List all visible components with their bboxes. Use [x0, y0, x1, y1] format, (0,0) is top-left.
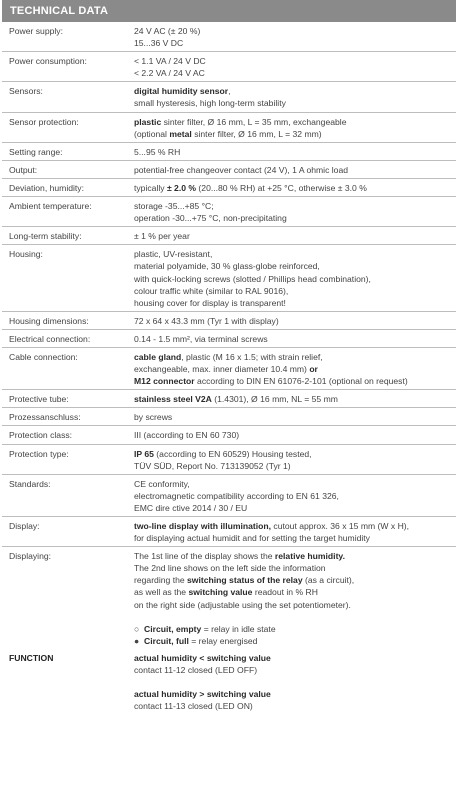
spec-value: [134, 112, 456, 142]
value-text: sinter filter, Ø 16 mm, L = 32 mm): [191, 128, 322, 139]
value-emphasis: plastic: [134, 116, 162, 127]
filled-circle-icon: ●: [134, 635, 140, 646]
value-text: regarding the: [134, 575, 188, 586]
value-text: sinter filter, Ø 16 mm, L = 35 mm, exchangeable: [161, 116, 347, 127]
spec-row: [2, 408, 456, 426]
spec-label: Displaying:: [9, 551, 52, 562]
value-text: = relay in idle state: [201, 623, 276, 634]
spec-label: Setting range:: [9, 146, 63, 157]
spec-value-line: [134, 351, 456, 363]
value-text: 0.14 - 1.5 mm², via terminal screws: [134, 333, 268, 344]
value-text: EMC dire ctive 2014 / 30 / EU: [134, 502, 248, 513]
spec-value-line: [134, 285, 456, 297]
spec-value: [134, 474, 456, 516]
spec-value-line: [134, 623, 456, 635]
spec-label: Electrical connection:: [9, 333, 91, 344]
spec-row: [2, 160, 456, 178]
value-text: storage -35...+85 °C;: [134, 201, 214, 212]
value-emphasis: actual humidity > switching value: [134, 689, 271, 700]
spec-label: Prozessanschluss:: [9, 412, 81, 423]
spec-value: [134, 52, 456, 82]
value-text: ,: [228, 86, 231, 97]
spec-row: [2, 142, 456, 160]
value-emphasis: ± 2.0 %: [166, 182, 197, 193]
spec-value-line: [134, 212, 456, 224]
value-text: (optional: [134, 128, 170, 139]
spec-row: [2, 444, 456, 474]
spec-label: Long-term stability:: [9, 231, 82, 242]
value-text: (according to EN 60529) Housing tested,: [153, 448, 312, 459]
spec-value: [134, 142, 456, 160]
spec-value: [134, 408, 456, 426]
value-emphasis: Circuit, full: [144, 635, 189, 646]
value-emphasis: Circuit, empty: [144, 623, 202, 634]
value-emphasis: M12 connector: [134, 376, 195, 387]
value-text: potential-free changeover contact (24 V), 1 A ohmic load: [134, 164, 349, 175]
spec-label: Output:: [9, 164, 38, 175]
value-text: with quick-locking screws (slotted / Phillips head combination),: [134, 273, 371, 284]
spec-table: [2, 22, 456, 714]
spec-value-line: [134, 448, 456, 460]
spec-row: [2, 52, 456, 82]
spec-label: FUNCTION: [9, 652, 54, 663]
value-text: material polyamide, 30 % glass-globe reinforced,: [134, 261, 320, 272]
spec-label: Sensor protection:: [9, 116, 79, 127]
value-emphasis: actual humidity < switching value: [134, 652, 271, 663]
value-text: = relay energised: [188, 635, 258, 646]
value-emphasis: digital humidity sensor: [134, 86, 229, 97]
value-emphasis: cable gland: [134, 351, 182, 362]
spec-row: [2, 245, 456, 311]
spec-label: Protection class:: [9, 430, 73, 441]
spec-row: [2, 22, 456, 52]
spec-value: [134, 347, 456, 389]
value-text: for displaying actual humidit and for setting the target humidity: [134, 533, 370, 544]
spec-value: [134, 245, 456, 311]
value-text: small hysteresis, high long-term stability: [134, 98, 286, 109]
spec-row: [2, 311, 456, 329]
spec-value-line: [134, 635, 456, 647]
spec-label: Standards:: [9, 478, 51, 489]
spec-value-line: [134, 85, 456, 97]
spec-value: [134, 390, 456, 408]
spec-row: [2, 112, 456, 142]
value-text: cutout approx. 36 x 15 mm (W x H),: [271, 521, 410, 531]
spec-value-line: [134, 164, 456, 176]
value-text: exchangeable, max. inner diameter 10.4 mm): [134, 364, 310, 375]
spec-value-line: [134, 375, 456, 387]
value-text: (1.4301), Ø 16 mm, NL = 55 mm: [211, 394, 338, 405]
spec-row: [2, 329, 456, 347]
value-text: 72 x 64 x 43.3 mm (Tyr 1 with display): [134, 315, 279, 326]
spec-row: [2, 227, 456, 245]
spec-label: Housing:: [9, 249, 43, 260]
spec-value: [134, 517, 456, 547]
value-emphasis: or: [309, 364, 318, 375]
spec-value-line: [134, 490, 456, 502]
spec-value-line: [134, 652, 456, 664]
spec-value-line: [134, 248, 456, 260]
spec-value-line: [134, 260, 456, 272]
value-text: TÜV SÜD, Report No. 713139052 (Tyr 1): [134, 460, 291, 471]
spec-value-line: [134, 586, 456, 598]
spec-value-line: [134, 429, 456, 441]
spec-value-line: [134, 273, 456, 285]
empty-circle-icon: ○: [134, 623, 140, 634]
spec-value-line: [134, 550, 456, 562]
spec-value-line: [134, 676, 456, 688]
value-text: according to DIN EN 61076-2-101 (optional on request): [194, 376, 408, 387]
spec-value-line: [134, 116, 456, 128]
spec-row: [2, 347, 456, 389]
value-text: ± 1 % per year: [134, 231, 190, 242]
spec-value-line: [134, 67, 456, 79]
value-text: colour traffic white (similar to RAL 9016),: [134, 285, 289, 296]
spec-value-line: [134, 478, 456, 490]
spec-value-line: [134, 700, 456, 712]
value-emphasis: switching status of the relay: [187, 575, 303, 586]
section-header: TECHNICAL DATA: [2, 0, 456, 22]
value-emphasis: metal: [169, 128, 192, 139]
value-text: contact 11-13 closed (LED ON): [134, 701, 253, 712]
spec-value: [134, 160, 456, 178]
spec-label: Ambient temperature:: [9, 201, 92, 212]
value-emphasis: switching value: [188, 587, 253, 598]
value-text: typically: [134, 182, 167, 193]
spec-value-line: [134, 562, 456, 574]
spec-value-line: [134, 315, 456, 327]
spec-value-line: [134, 55, 456, 67]
spec-value-line: [134, 664, 456, 676]
spec-value-line: [134, 363, 456, 375]
spec-row: [2, 426, 456, 444]
spec-value-line: [134, 574, 456, 586]
value-text: < 1.1 VA / 24 V DC: [134, 56, 206, 67]
spec-value: [134, 227, 456, 245]
value-emphasis: stainless steel V2A: [134, 394, 212, 405]
spec-value: [134, 178, 456, 196]
value-text: CE conformity,: [134, 478, 190, 489]
spec-value: [134, 547, 456, 649]
value-text: 5...95 % RH: [134, 146, 181, 157]
spec-value: [134, 82, 456, 112]
value-text: (as a circuit),: [302, 575, 355, 586]
value-text: electromagnetic compatibility according to EN 61 326,: [134, 490, 339, 501]
spec-row: [2, 547, 456, 649]
spec-value-line: [134, 520, 456, 532]
spec-label: Housing dimensions:: [9, 315, 89, 326]
spec-value-line: [134, 25, 456, 37]
spec-row: [2, 178, 456, 196]
value-text: The 2nd line shows on the left side the information: [134, 563, 326, 574]
spec-value-line: [134, 460, 456, 472]
spec-label: Power supply:: [9, 26, 63, 36]
spec-label: Power consumption:: [9, 56, 87, 67]
value-text: contact 11-12 closed (LED OFF): [134, 665, 258, 676]
spec-label: Deviation, humidity:: [9, 182, 84, 193]
spec-value-line: [134, 411, 456, 423]
spec-value-line: [134, 128, 456, 140]
spec-value-line: [134, 599, 456, 611]
spec-row: [2, 197, 456, 227]
spec-value: [134, 329, 456, 347]
value-text: 15...36 V DC: [134, 38, 184, 49]
value-text: , plastic (M 16 x 1.5; with strain relief,: [181, 351, 323, 362]
spec-value-line: [134, 502, 456, 514]
spec-row: [2, 82, 456, 112]
spec-label: Protection type:: [9, 448, 69, 459]
value-text: < 2.2 VA / 24 V AC: [134, 68, 205, 79]
value-text: as well as the: [134, 587, 189, 598]
spec-value-line: [134, 297, 456, 309]
spec-row: [2, 390, 456, 408]
spec-value-line: [134, 146, 456, 158]
value-emphasis: IP 65: [134, 448, 154, 459]
value-text: The 1st line of the display shows the: [134, 551, 275, 562]
value-text: readout in % RH: [252, 587, 318, 598]
spec-value: [134, 197, 456, 227]
spec-value-line: [134, 611, 456, 623]
spec-value-line: [134, 688, 456, 700]
spec-row: [2, 474, 456, 516]
spec-value-line: [134, 200, 456, 212]
spec-value: [134, 311, 456, 329]
spec-row: [2, 649, 456, 714]
spec-value: [134, 444, 456, 474]
spec-value-line: [134, 333, 456, 345]
spec-value: [134, 22, 456, 52]
value-text: housing cover for display is transparent!: [134, 297, 286, 308]
spec-value-line: [134, 37, 456, 49]
value-text: on the right side (adjustable using the set potentiometer).: [134, 599, 351, 610]
spec-value-line: [134, 230, 456, 242]
value-text: by screws: [134, 412, 173, 423]
spec-label: Cable connection:: [9, 351, 78, 362]
value-text: III (according to EN 60 730): [134, 430, 240, 441]
spec-value-line: [134, 97, 456, 109]
spec-row: [2, 517, 456, 547]
spec-value: [134, 426, 456, 444]
value-text: (20...80 % RH) at +25 °C, otherwise ± 3.0 %: [196, 182, 367, 193]
value-text: 24 V AC (± 20 %): [134, 26, 201, 36]
value-emphasis: two-line display with illumination,: [134, 521, 272, 531]
value-text: operation -30...+75 °C, non-precipitating: [134, 213, 287, 224]
technical-data-sheet: [2, 0, 456, 714]
value-emphasis: relative humidity.: [274, 551, 345, 562]
value-text: plastic, UV-resistant,: [134, 249, 213, 260]
spec-label: Display:: [9, 521, 40, 531]
spec-value: [134, 649, 456, 714]
spec-value-line: [134, 532, 456, 544]
spec-label: Sensors:: [9, 86, 43, 97]
spec-label: Protective tube:: [9, 394, 69, 405]
spec-value-line: [134, 393, 456, 405]
spec-value-line: [134, 182, 456, 194]
